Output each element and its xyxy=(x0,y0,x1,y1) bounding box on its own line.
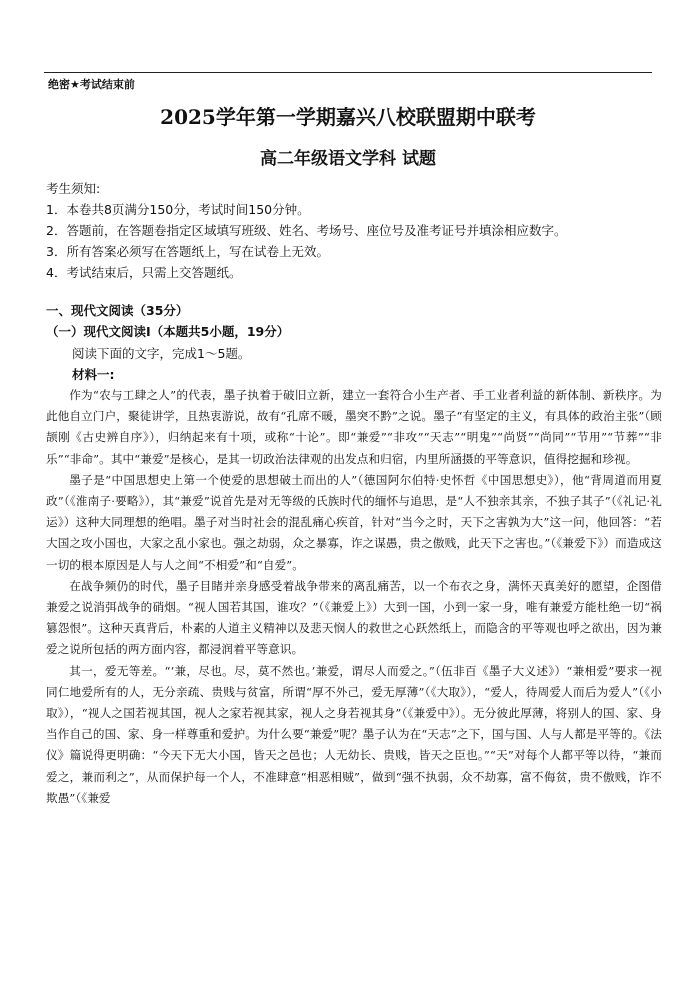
note-item: 1．本卷共8页满分150分，考试时间150分钟。 xyxy=(46,202,310,217)
notes-heading: 考生须知: xyxy=(46,181,101,196)
material-label: 材料一: xyxy=(72,367,115,382)
exam-subtitle: 高二年级语文学科 试题 xyxy=(260,149,436,169)
passage-paragraph: 其一，爱无等差。“‘兼，尽也。尽，莫不然也。’兼爱，谓尽人而爱之。”（伍非百《墨子大义述》）“兼相爱”要求一视同仁地爱所有的人，无分亲疏、贵贱与贫富，所谓“厚不外己，爱无厚薄”（《大取》），“爱人，待周爱人而后为爱人”（《小取》），“视人之国若视其国，视人之家若视其家，视人之身若视其身”（《兼爱中》）。无分彼此厚薄，将别人的国、家、身当作自己的国、家、身一样尊重和爱护。为什么要“兼爱”呢？墨子认为在“天志”之下，国与国、人与人都是平等的。《法仪》篇说得更明确：“今天下无大小国，皆天之邑也；人无幼长、贵贱，皆天之臣也。”“天”对每个人都平等以待，“兼而爱之，兼而利之”，从而保护每一个人，不准肆意“相恶相贼”，做到“强不执弱，众不劫寡，富不侮贫，贵不傲贱，诈不欺愚”（《兼爱 xyxy=(46,663,662,805)
section-title: 一、现代文阅读（35分） xyxy=(46,303,189,318)
passage-paragraph: 作为“农与工肆之人”的代表，墨子执着于破旧立新，建立一套符合小生产者、手工业者利益的新体制、新秩序。为此他自立门户，聚徒讲学，且热衷游说，故有“孔席不暖，墨突不黔”之说。墨子“有坚定的主义，有具体的政治主张”（顾颉刚《古史辨自序》），归纳起来有十项，或称“十论”。即“兼爱”“非攻”“天志”“明鬼”“尚贤”“尚同”“节用”“节葬”“非乐”“非命”。其中“兼爱”是核心，是其一切政治法律观的出发点和归宿，内里所涵摄的平等意识，值得挖掘和珍视。 xyxy=(46,388,662,466)
passage-paragraph: 墨子是“中国思想史上第一个使爱的思想破土而出的人”（德国阿尔伯特·史怀哲《中国思想史》），他“背周道而用夏政”（《淮南子·要略》），其“兼爱”说首先是对无等级的氏族时代的缅怀与追思，是“人不独亲其亲，不独子其子”（《礼记·礼运》）这种大同理想的绝唱。墨子对当时社会的混乱痛心疾首，针对“当今之时，天下之害孰为大”这一问，他回答：“若大国之攻小国也，大家之乱小家也。强之劫弱，众之暴寡，诈之谋愚，贵之傲贱，此天下之害也。”（《兼爱下》）而造成这一切的根本原因是人与人之间“不相爱”和“自爱”。 xyxy=(46,472,662,572)
instruction-text: 阅读下面的文字，完成1～5题。 xyxy=(72,346,251,361)
header-rule xyxy=(44,72,652,73)
note-item: 2．答题前，在答题卷指定区域填写班级、姓名、考场号、座位号及准考证号并填涂相应数字。 xyxy=(46,223,567,238)
note-item: 3．所有答案必须写在答题纸上，写在试卷上无效。 xyxy=(46,244,329,259)
reading-passage xyxy=(46,385,662,809)
candidate-notes xyxy=(46,178,658,283)
note-item: 4．考试结束后，只需上交答题纸。 xyxy=(46,265,242,280)
reading-instruction xyxy=(46,343,658,385)
passage-paragraph: 在战争频仍的时代，墨子目睹并亲身感受着战争带来的离乱痛苦，以一个布衣之身，满怀天真美好的愿望，企图借兼爱之说消弭战争的硝烟。“视人国若其国，谁攻？”（《兼爱上》）大到一国，小到一家一身，唯有兼爱方能杜绝一切“祸篡怨恨”。这种天真背后，朴素的人道主义精神以及悲天悯人的救世之心跃然纸上，而隐含的平等观也呼之欲出，因为兼爱之说所包括的两方面内容，都浸润着平等意识。 xyxy=(46,578,662,657)
exam-title: 2025学年第一学期嘉兴八校联盟期中联考 xyxy=(160,105,536,129)
subsection-title: （一）现代文阅读Ⅰ（本题共5小题，19分） xyxy=(46,324,290,339)
section-heading xyxy=(46,300,658,342)
secret-label: 绝密★考试结束前 xyxy=(48,78,135,91)
